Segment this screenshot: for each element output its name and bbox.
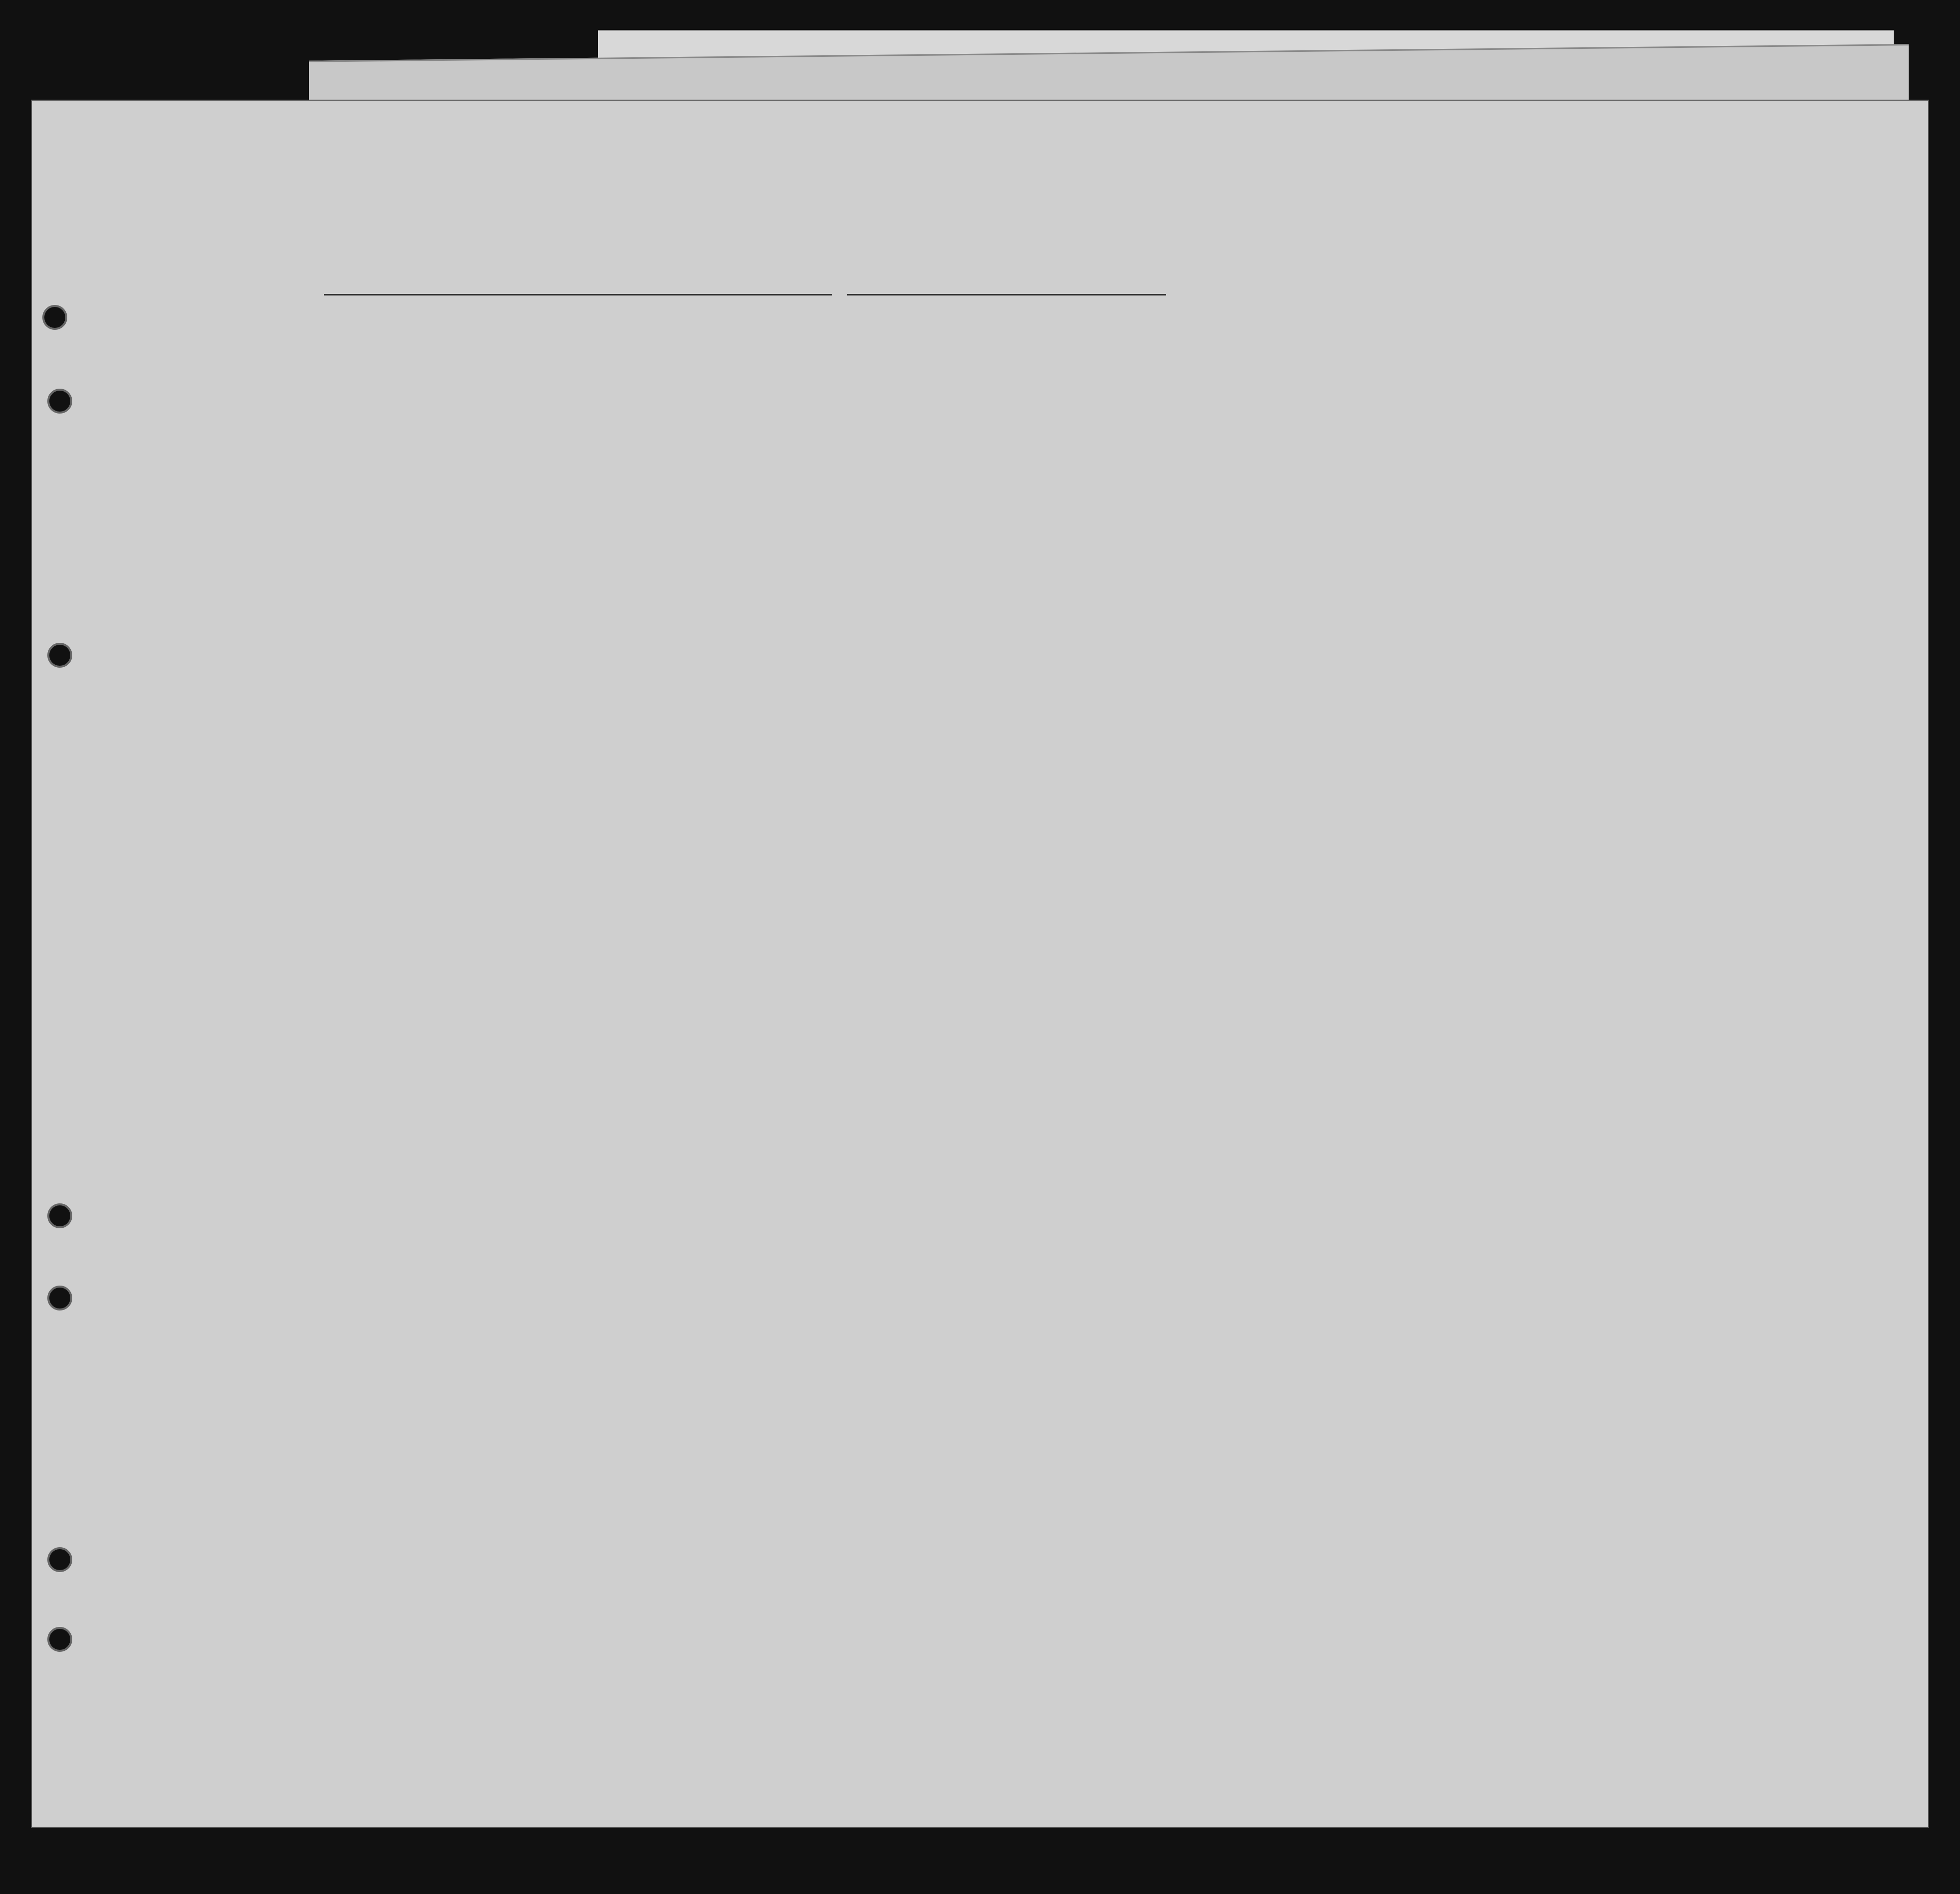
port-underline — [324, 294, 832, 295]
manifest-sheet — [31, 100, 1929, 1828]
binding-hole-icon — [42, 305, 67, 330]
binding-hole-icon — [47, 1203, 72, 1228]
binding-hole-icon — [47, 1286, 72, 1311]
binding-hole-icon — [47, 1627, 72, 1652]
binding-hole-icon — [47, 389, 72, 414]
binding-hole-icon — [47, 1547, 72, 1572]
date-underline — [847, 294, 1166, 295]
binding-hole-icon — [47, 643, 72, 668]
